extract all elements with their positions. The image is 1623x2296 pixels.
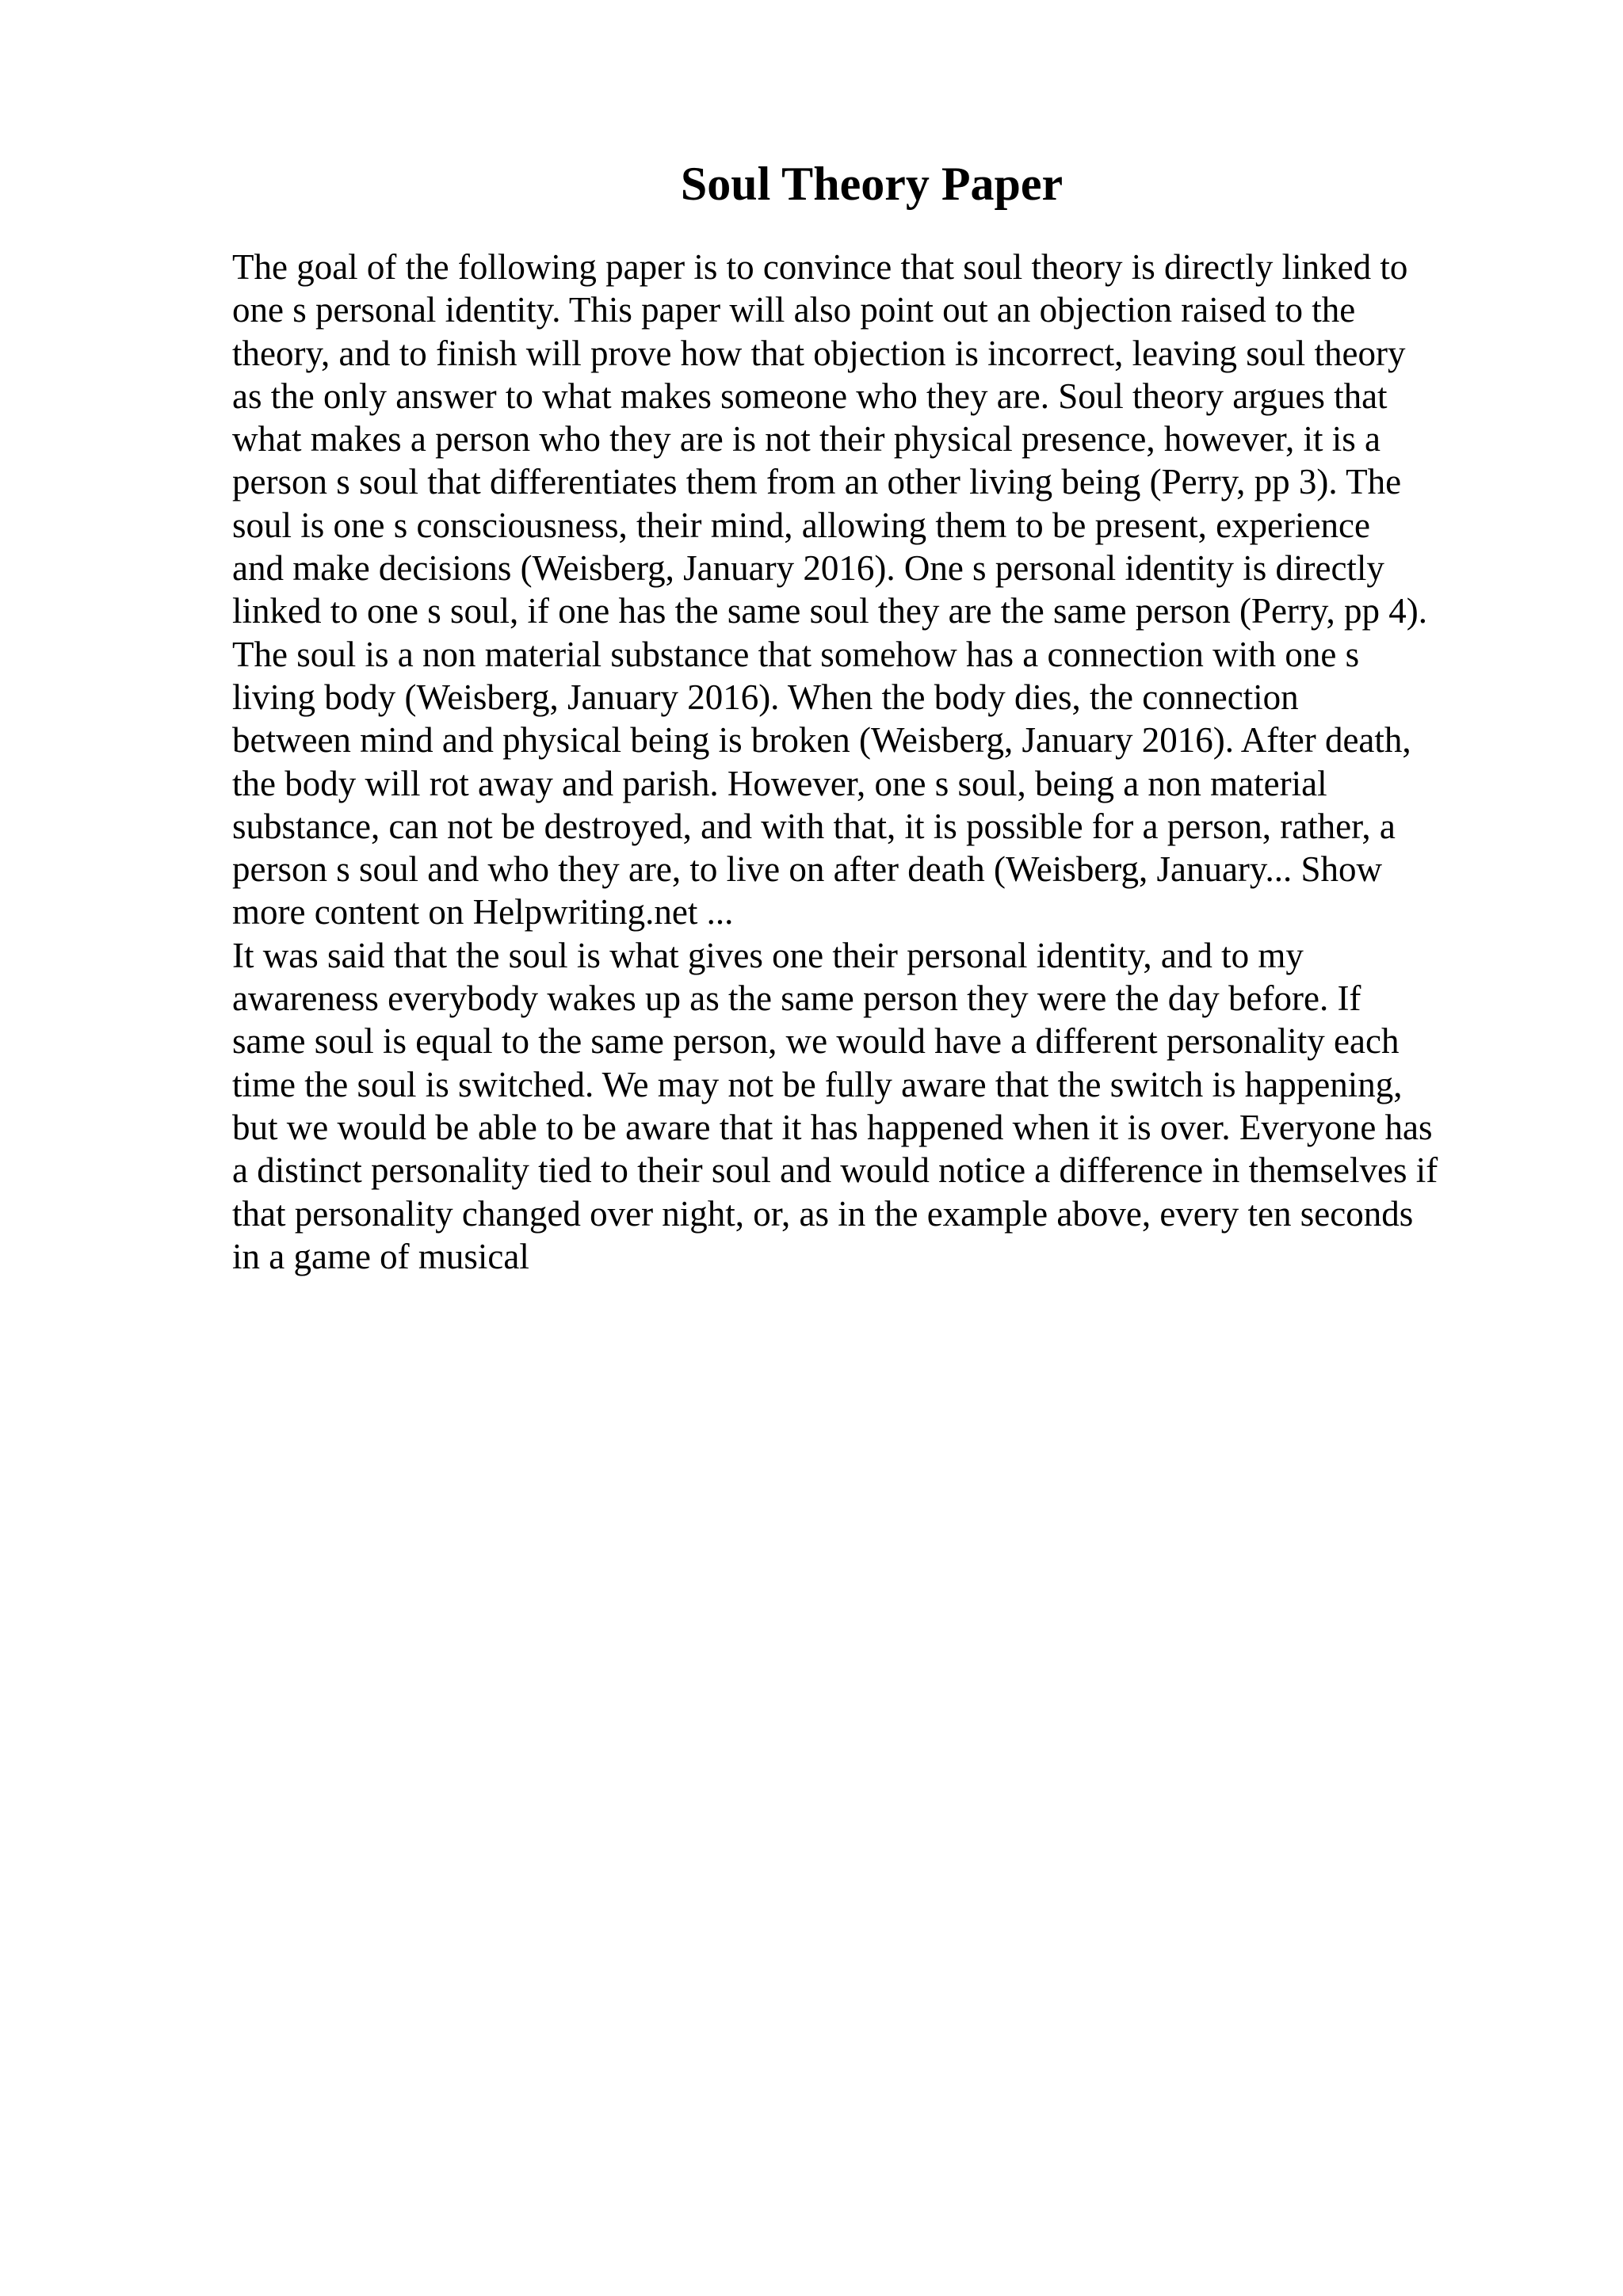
document-body — [232, 246, 1500, 1278]
text-line: same soul is equal to the same person, we would have a different personality each — [232, 1021, 1400, 1062]
text-line: one s personal identity. This paper will also point out an objection raised to the — [232, 290, 1356, 330]
text-line: linked to one s soul, if one has the same soul they are the same person (Perry, pp 4). — [232, 591, 1427, 631]
text-line: what makes a person who they are is not their physical presence, however, it is a — [232, 419, 1381, 460]
text-line: that personality changed over night, or, as in the example above, every ten seconds — [232, 1193, 1414, 1234]
text-line: time the soul is switched. We may not be fully aware that the switch is happening, — [232, 1064, 1403, 1104]
text-line: It was said that the soul is what gives one their personal identity, and to my — [232, 935, 1304, 975]
text-line: as the only answer to what makes someone who they are. Soul theory argues that — [232, 376, 1388, 416]
text-line: person s soul and who they are, to live on after death (Weisberg, January... Show — [232, 849, 1383, 890]
text-line: The soul is a non material substance that somehow has a connection with one s — [232, 634, 1360, 674]
text-line: substance, can not be destroyed, and with that, it is possible for a person, rather, a — [232, 806, 1396, 846]
text-line: living body (Weisberg, January 2016). When the body dies, the connection — [232, 677, 1299, 717]
text-line: in a game of musical — [232, 1236, 529, 1276]
text-line: but we would be able to be aware that it has happened when it is over. Everyone has — [232, 1107, 1433, 1147]
text-line: a distinct personality tied to their soul and would notice a difference in themselves if — [232, 1150, 1438, 1191]
text-line: awareness everybody wakes up as the same person they were the day before. If — [232, 978, 1361, 1019]
text-line: The goal of the following paper is to convince that soul theory is directly linked to — [232, 247, 1408, 287]
text-line: between mind and physical being is broken (Weisberg, January 2016). After death, — [232, 720, 1411, 761]
text-line: person s soul that differentiates them from an other living being (Perry, pp 3). The — [232, 462, 1402, 502]
text-line: and make decisions (Weisberg, January 2016). One s personal identity is directly — [232, 548, 1384, 589]
text-line: the body will rot away and parish. However, one s soul, being a non material — [232, 763, 1327, 803]
text-line: more content on Helpwriting.net ... — [232, 892, 734, 933]
text-line: theory, and to finish will prove how that objection is incorrect, leaving soul theory — [232, 333, 1406, 373]
text-line: soul is one s consciousness, their mind, allowing them to be present, experience — [232, 505, 1370, 545]
page-title: Soul Theory Paper — [680, 158, 1064, 210]
